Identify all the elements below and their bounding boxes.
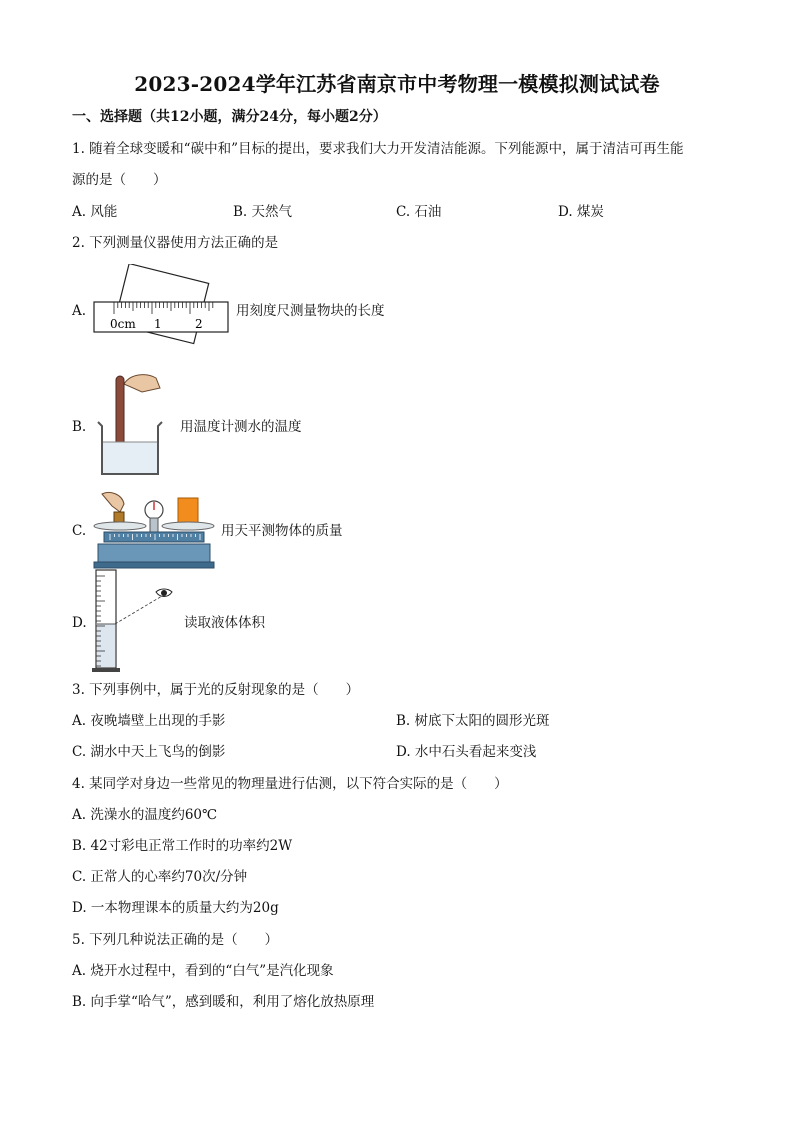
q3-stem: 3. 下列事例中，属于光的反射现象的是（ ） [72, 682, 360, 698]
q1-option-b[interactable]: B. 天然气 [233, 204, 293, 220]
graduated-cylinder-figure [92, 568, 182, 674]
ruler-label-0: 0cm [110, 317, 136, 331]
q2-option-d-letter[interactable]: D. [72, 615, 87, 631]
thermometer-beaker-figure [94, 370, 166, 478]
q1-option-a[interactable]: A. 风能 [72, 204, 118, 220]
q4-option-c[interactable]: C. 正常人的心率约70次/分钟 [72, 869, 248, 885]
q4-option-b[interactable]: B. 42寸彩电正常工作时的功率约2W [72, 838, 293, 854]
balance-scale-figure [92, 488, 216, 570]
ruler-label-1: 1 [154, 317, 162, 331]
q2-stem: 2. 下列测量仪器使用方法正确的是 [72, 235, 279, 251]
section-heading: 一、选择题（共12小题，满分24分，每小题2分） [72, 109, 387, 125]
ruler-measurement-figure [92, 264, 232, 350]
q2-option-c-letter[interactable]: C. [72, 523, 87, 539]
ruler-label-2: 2 [195, 317, 203, 331]
q3-option-d[interactable]: D. 水中石头看起来变浅 [396, 744, 537, 760]
q4-option-d[interactable]: D. 一本物理课本的质量大约为20g [72, 900, 279, 916]
q3-option-c[interactable]: C. 湖水中天上飞鸟的倒影 [72, 744, 226, 760]
q2-option-d-caption: 读取液体体积 [184, 615, 265, 631]
q5-option-a[interactable]: A. 烧开水过程中，看到的“白气”是汽化现象 [72, 963, 334, 979]
q2-option-b-caption: 用温度计测水的温度 [180, 419, 302, 435]
page-title: 2023-2024学年江苏省南京市中考物理一模模拟测试试卷 [134, 72, 660, 96]
q1-stem-line1: 1. 随着全球变暖和“碳中和”目标的提出，要求我们大力开发清洁能源。下列能源中，属于清洁可再生能 [72, 141, 684, 157]
q3-option-a[interactable]: A. 夜晚墙壁上出现的手影 [72, 713, 226, 729]
q1-option-c[interactable]: C. 石油 [396, 204, 442, 220]
q2-option-a-caption: 用刻度尺测量物块的长度 [236, 303, 385, 319]
q1-option-d[interactable]: D. 煤炭 [558, 204, 604, 220]
q4-option-a[interactable]: A. 洗澡水的温度约60℃ [72, 807, 218, 823]
q2-option-a-letter[interactable]: A. [72, 303, 87, 319]
q2-option-c-caption: 用天平测物体的质量 [221, 523, 343, 539]
q3-option-b[interactable]: B. 树底下太阳的圆形光斑 [396, 713, 550, 729]
q4-stem: 4. 某同学对身边一些常见的物理量进行估测，以下符合实际的是（ ） [72, 776, 508, 792]
q2-option-b-letter[interactable]: B. [72, 419, 87, 435]
q5-stem: 5. 下列几种说法正确的是（ ） [72, 932, 279, 948]
q5-option-b[interactable]: B. 向手掌“哈气”，感到暖和，利用了熔化放热原理 [72, 994, 375, 1010]
q1-stem-line2: 源的是（ ） [72, 172, 167, 188]
